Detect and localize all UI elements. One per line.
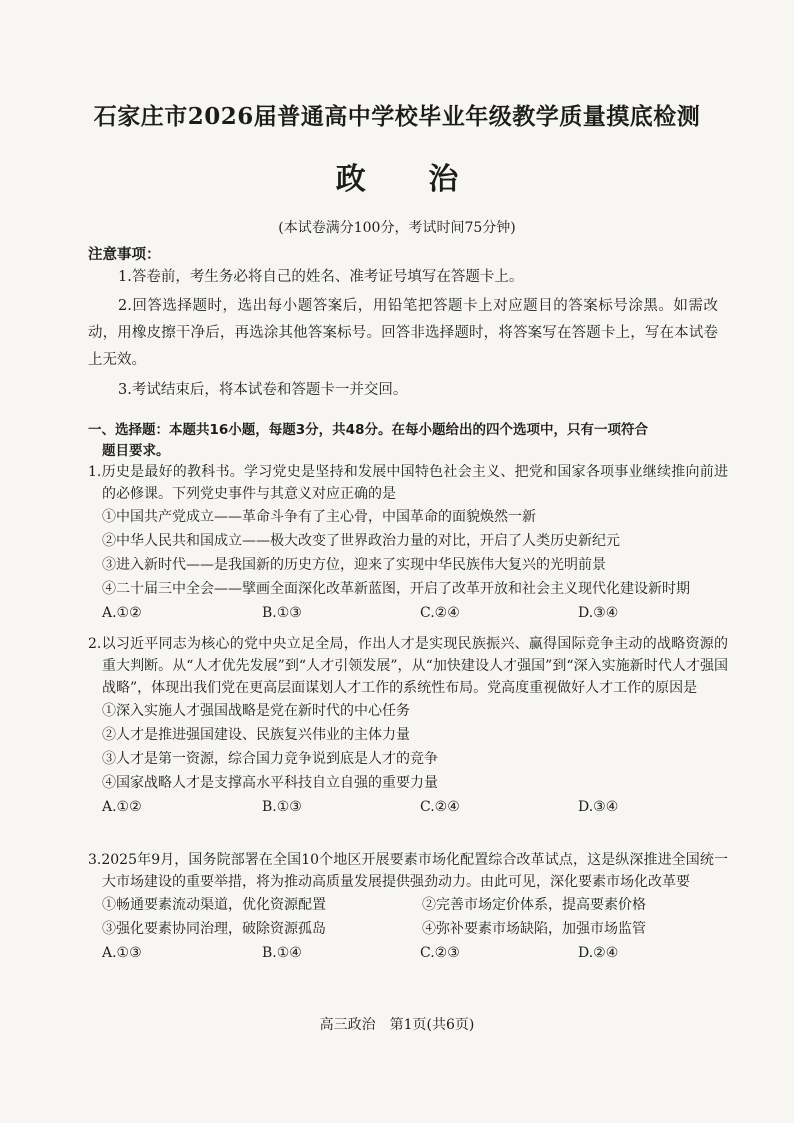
statement: ③人才是第一资源，综合国力竞争说到底是人才的竞争 <box>102 751 438 767</box>
statement-row <box>88 917 728 941</box>
statement: ③进入新时代——是我国新的历史方位，迎来了实现中华民族伟大复兴的光明前景 <box>102 557 606 573</box>
statement: ③强化要素协同治理，破除资源孤岛 <box>102 921 326 937</box>
choice-c: C.②④ <box>420 605 460 621</box>
statement: ②中华人民共和国成立——极大改变了世界政治力量的对比，开启了人类历史新纪元 <box>102 533 620 549</box>
question-2 <box>88 633 728 819</box>
notice-item: 3.考试结束后，将本试卷和答题卡一并交回。 <box>118 382 408 398</box>
statement: ④二十届三中全会——擘画全面深化改革新蓝图，开启了改革开放和社会主义现代化建设新时期 <box>102 581 690 597</box>
exam-info: (本试卷满分100分，考试时间75分钟) <box>278 220 516 236</box>
statement: ④弥补要素市场缺陷，加强市场监管 <box>422 921 646 937</box>
statement: ②人才是推进强国建设、民族复兴伟业的主体力量 <box>102 727 410 743</box>
section-heading-line1: 一、选择题：本题共16小题，每题3分，共48分。在每小题给出的四个选项中，只有一项符合 <box>88 422 648 438</box>
choice-d: D.③④ <box>578 605 619 621</box>
choice-c: C.②③ <box>420 945 460 961</box>
statement: ①中国共产党成立——革命斗争有了主心骨，中国革命的面貌焕然一新 <box>102 509 536 525</box>
statement-row <box>88 893 728 917</box>
choice-c: C.②④ <box>420 799 460 815</box>
choice-b: B.①③ <box>262 799 302 815</box>
section-heading-line2: 题目要求。 <box>102 443 170 459</box>
question-stem: 3.2025年9月，国务院部署在全国10个地区开展要素市场化配置综合改革试点，这是纵深推进全国统一大市场建设的重要举措，将为推动高质量发展提供强劲动力。由此可见，深化要素市场化改革要 <box>88 852 728 890</box>
choice-b: B.①③ <box>262 605 302 621</box>
choice-a: A.①② <box>102 799 142 815</box>
notice-item: 2.回答选择题时，选出每小题答案后，用铅笔把答题卡上对应题目的答案标号涂黑。如需改动，用橡皮擦干净后，再选涂其他答案标号。回答非选择题时，将答案写在答题卡上，写在本试卷上无效。 <box>88 298 718 368</box>
exam-title: 石家庄市2026届普通高中学校毕业年级教学质量摸底检测 <box>93 103 701 130</box>
notice-item: 1.答卷前，考生务必将自己的姓名、准考证号填写在答题卡上。 <box>118 269 524 285</box>
notice-heading: 注意事项： <box>88 246 161 263</box>
answer-choices <box>88 601 728 625</box>
question-1 <box>88 461 728 625</box>
question-3 <box>88 849 728 965</box>
statement: ①深入实施人才强国战略是党在新时代的中心任务 <box>102 703 410 719</box>
choice-a: A.①② <box>102 605 142 621</box>
answer-choices <box>88 941 728 965</box>
page-footer: 高三政治 第1页(共6页) <box>319 1017 475 1033</box>
choice-d: D.③④ <box>578 799 619 815</box>
choice-d: D.②④ <box>578 945 619 961</box>
choice-b: B.①④ <box>262 945 302 961</box>
question-stem: 1.历史是最好的教科书。学习党史是坚持和发展中国特色社会主义、把党和国家各项事业继续推向前进的必修课。下列党史事件与其意义对应正确的是 <box>88 464 728 502</box>
statement: ①畅通要素流动渠道，优化资源配置 <box>102 897 326 913</box>
section-heading <box>88 420 718 462</box>
question-stem: 2.以习近平同志为核心的党中央立足全局，作出人才是实现民族振兴、赢得国际竞争主动的战略资源的重大判断。从“人才优先发展”到“人才引领发展”，从“加快建设人才强国”到“深入实施新时代人才强国战略”，体现出我们党在更高层面谋划人才工作的系统性布局。党高度重视做好人才工作的原因是 <box>88 636 728 696</box>
subject-title: 政 治 <box>335 162 485 197</box>
choice-a: A.①③ <box>102 945 142 961</box>
statement: ④国家战略人才是支撑高水平科技自立自强的重要力量 <box>102 775 438 791</box>
statement: ②完善市场定价体系，提高要素价格 <box>422 897 646 913</box>
answer-choices <box>88 795 728 819</box>
